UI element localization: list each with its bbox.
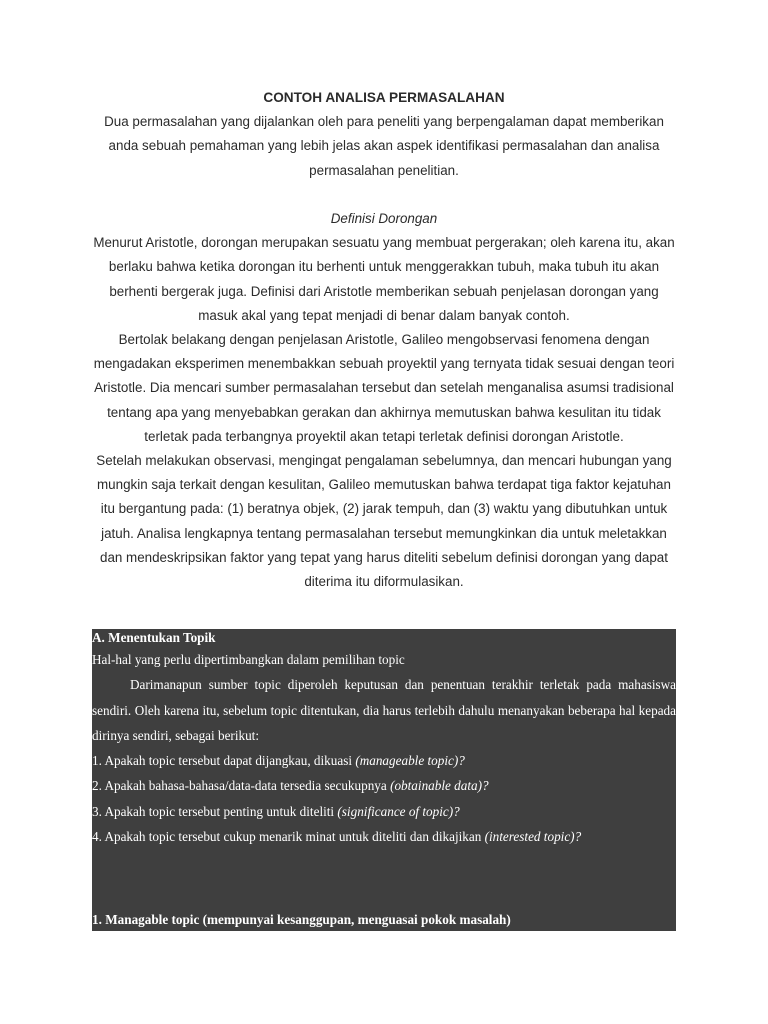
question-text: 3. Apakah topic tersebut penting untuk diteliti bbox=[92, 803, 338, 819]
body-paragraph: Menurut Aristotle, dorongan merupakan sesuatu yang membuat pergerakan; oleh karena itu, akan berlaku bahwa ketika dorongan itu berhenti untuk menggerakkan tubuh, maka tubuh itu akan berhenti bergerak juga. Definisi dari Aristotle memberikan sebuah penjelasan dorongan yang masuk akal yang tepat menjadi di benar dalam banyak contoh. bbox=[93, 235, 675, 323]
question-term: (obtainable data)? bbox=[390, 778, 489, 794]
question-item bbox=[92, 799, 676, 824]
document-text-section bbox=[92, 86, 676, 594]
body-paragraph: Setelah melakukan observasi, mengingat pengalaman sebelumnya, dan mencari hubungan yang mungkin saja terkait dengan kesulitan, Galileo memutuskan bahwa terdapat tiga faktor kejatuhan itu bergantung pada: (1) beratnya objek, (2) jarak tempuh, dan (3) waktu yang dibutuhkan untuk jatuh. Analisa lengkapnya tentang permasalahan tersebut memungkinkan dia untuk meletakkan dan mendeskripsikan faktor yang tepat yang harus diteliti sebelum definisi dorongan yang dapat diterima itu diformulasikan. bbox=[96, 453, 672, 590]
question-term: (interested topic)? bbox=[484, 829, 582, 845]
body-paragraph: Bertolak belakang dengan penjelasan Aristotle, Galileo mengobservasi fenomena dengan mengadakan eksperimen menembakkan sebuah proyektil yang ternyata tidak sesuai dengan teori Aristotle. Dia mencari sumber permasalahan tersebut dan setelah menganalisa asumsi tradisional tentang apa yang menyebabkan gerakan dan akhirnya memutuskan bahwa kesulitan itu tidak terletak pada terbangnya proyektil akan tetapi terletak definisi dorongan Aristotle. bbox=[93, 332, 675, 444]
question-text: 4. Apakah topic tersebut cukup menarik minat untuk diteliti dan dikajikan bbox=[92, 829, 485, 845]
question-item bbox=[92, 773, 676, 798]
document-title: CONTOH ANALISA PERMASALAHAN bbox=[263, 90, 505, 105]
question-term: (manageable topic)? bbox=[355, 753, 465, 769]
box-subheading: 1. Managable topic (mempunyai kesanggupan, menguasai pokok masalah) bbox=[92, 912, 511, 928]
box-spacer bbox=[92, 849, 676, 907]
question-text: 1. Apakah topic tersebut dapat dijangkau, dikuasi bbox=[92, 753, 356, 769]
question-text: 2. Apakah bahasa-bahasa/data-data tersedia secukupnya bbox=[92, 778, 391, 794]
box-heading: A. Menentukan Topik bbox=[92, 630, 216, 645]
question-item bbox=[92, 748, 676, 773]
intro-paragraph: Dua permasalahan yang dijalankan oleh para peneliti yang berpengalaman dapat memberikan anda sebuah pemahaman yang lebih jelas akan aspek identifikasi permasalahan dan analisa permasalahan penelitian. bbox=[104, 114, 664, 178]
topic-selection-box bbox=[92, 629, 676, 931]
question-term: (significance of topic)? bbox=[337, 803, 460, 819]
box-paragraph: Darimanapun sumber topic diperoleh keputusan dan penentuan terakhir terletak pada mahasiswa sendiri. Oleh karena itu, sebelum topic ditentukan, dia harus terlebih dahulu menanyakan beberapa hal kepada dirinya sendiri, sebagai berikut: bbox=[92, 677, 676, 743]
section-subheading: Definisi Dorongan bbox=[330, 211, 438, 226]
box-lead-text: Hal-hal yang perlu dipertimbangkan dalam pemilihan topic bbox=[92, 652, 405, 667]
blank-line bbox=[92, 183, 676, 207]
question-item bbox=[92, 824, 676, 849]
